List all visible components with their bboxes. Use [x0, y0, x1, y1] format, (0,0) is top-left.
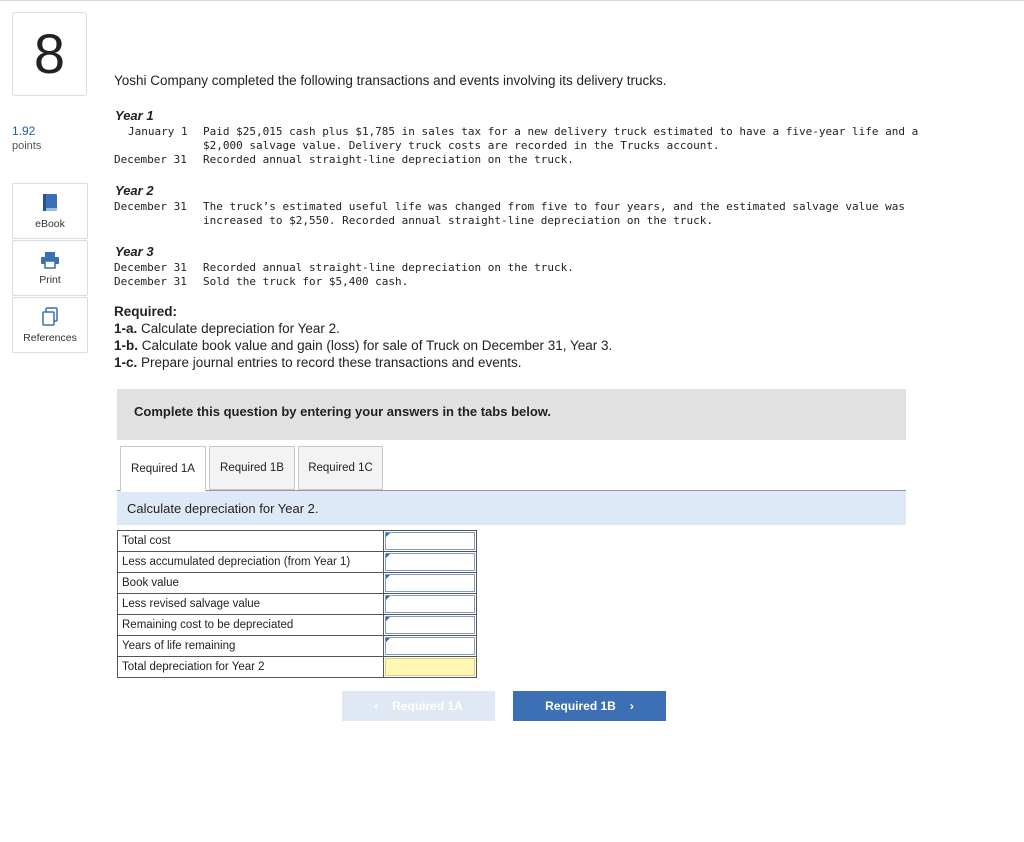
year-3-title: Year 3: [115, 244, 154, 259]
previous-tab-label: Required 1A: [392, 699, 463, 713]
row-label: Remaining cost to be depreciated: [118, 615, 384, 636]
required-item: [114, 338, 612, 353]
transaction-date: December 31: [114, 261, 187, 274]
ebook-label: eBook: [35, 217, 65, 230]
points-label: points: [12, 140, 42, 152]
row-label: Book value: [118, 573, 384, 594]
references-button[interactable]: [12, 297, 88, 353]
required-item-key: 1-a.: [114, 321, 138, 336]
question-intro: Yoshi Company completed the following transactions and events involving its delivery trucks.: [114, 73, 667, 88]
points-value: 1.92: [12, 124, 36, 138]
revised-salvage-input[interactable]: [385, 595, 475, 613]
transaction-text-cont: $2,000 salvage value. Delivery truck costs are recorded in the Trucks account.: [203, 139, 720, 152]
question-number: 8: [33, 22, 66, 85]
input-flag-icon: [386, 575, 390, 579]
required-item-text: Prepare journal entries to record these transactions and events.: [141, 355, 522, 370]
transaction-date: December 31: [114, 153, 187, 166]
top-divider: [0, 0, 1024, 1]
total-depreciation-output: [385, 658, 475, 676]
previous-tab-button: [342, 691, 495, 721]
print-icon: [40, 251, 60, 269]
year-1-title: Year 1: [115, 108, 154, 123]
row-label: Less revised salvage value: [118, 594, 384, 615]
row-label: Years of life remaining: [118, 636, 384, 657]
question-number-box: [12, 12, 87, 96]
tab-instruction-text: Calculate depreciation for Year 2.: [127, 501, 319, 516]
input-flag-icon: [386, 533, 390, 537]
chevron-left-icon: ‹: [374, 699, 379, 713]
ebook-button[interactable]: [12, 183, 88, 239]
transaction-date: December 31: [114, 200, 187, 213]
input-flag-icon: [386, 638, 390, 642]
required-item-text: Calculate book value and gain (loss) for sale of Truck on December 31, Year 3.: [141, 338, 613, 353]
transaction-date: January 1: [128, 125, 188, 138]
table-row: [118, 615, 477, 636]
references-label: References: [23, 331, 77, 344]
accumulated-depreciation-input[interactable]: [385, 553, 475, 571]
remaining-cost-input[interactable]: [385, 616, 475, 634]
table-row: [118, 594, 477, 615]
transaction-text: Recorded annual straight-line depreciation on the truck.: [203, 153, 574, 166]
table-row: [118, 552, 477, 573]
next-tab-label: Required 1B: [545, 699, 616, 713]
total-cost-input[interactable]: [385, 532, 475, 550]
table-row: [118, 636, 477, 657]
transaction-text-cont: increased to $2,550. Recorded annual straight-line depreciation on the truck.: [203, 214, 713, 227]
transaction-text: Recorded annual straight-line depreciation on the truck.: [203, 261, 574, 274]
chevron-right-icon: ›: [629, 699, 634, 713]
table-row: [118, 531, 477, 552]
required-item-key: 1-c.: [114, 355, 138, 370]
table-row: [118, 657, 477, 678]
print-button[interactable]: [12, 240, 88, 296]
year-2-title: Year 2: [115, 183, 154, 198]
required-item: [114, 321, 340, 336]
transaction-date: December 31: [114, 275, 187, 288]
row-label: Less accumulated depreciation (from Year 1): [118, 552, 384, 573]
required-item: [114, 355, 522, 370]
print-label: Print: [39, 273, 61, 286]
tab-required-1c[interactable]: Required 1C: [298, 446, 383, 490]
ebook-icon: [41, 193, 59, 213]
table-row: [118, 573, 477, 594]
instructions-banner: [117, 389, 906, 440]
input-flag-icon: [386, 554, 390, 558]
book-value-input[interactable]: [385, 574, 475, 592]
tab-required-1b[interactable]: Required 1B: [209, 446, 295, 490]
next-tab-button[interactable]: [513, 691, 666, 721]
transaction-text: The truck’s estimated useful life was changed from five to four years, and the estimated salvage value was: [203, 200, 905, 213]
years-remaining-input[interactable]: [385, 637, 475, 655]
input-flag-icon: [386, 617, 390, 621]
references-icon: [41, 307, 59, 327]
banner-text: Complete this question by entering your answers in the tabs below.: [134, 404, 552, 419]
depreciation-table: [117, 530, 477, 678]
required-item-key: 1-b.: [114, 338, 139, 353]
tab-required-1a[interactable]: Required 1A: [120, 446, 206, 492]
required-heading: Required:: [114, 304, 178, 319]
tab-bar: [117, 446, 906, 491]
tab-instruction: [117, 491, 906, 525]
transaction-text: Paid $25,015 cash plus $1,785 in sales tax for a new delivery truck estimated to have a five-year life and a: [203, 125, 919, 138]
row-label: Total cost: [118, 531, 384, 552]
input-flag-icon: [386, 596, 390, 600]
required-item-text: Calculate depreciation for Year 2.: [141, 321, 340, 336]
transaction-text: Sold the truck for $5,400 cash.: [203, 275, 409, 288]
row-label: Total depreciation for Year 2: [118, 657, 384, 678]
